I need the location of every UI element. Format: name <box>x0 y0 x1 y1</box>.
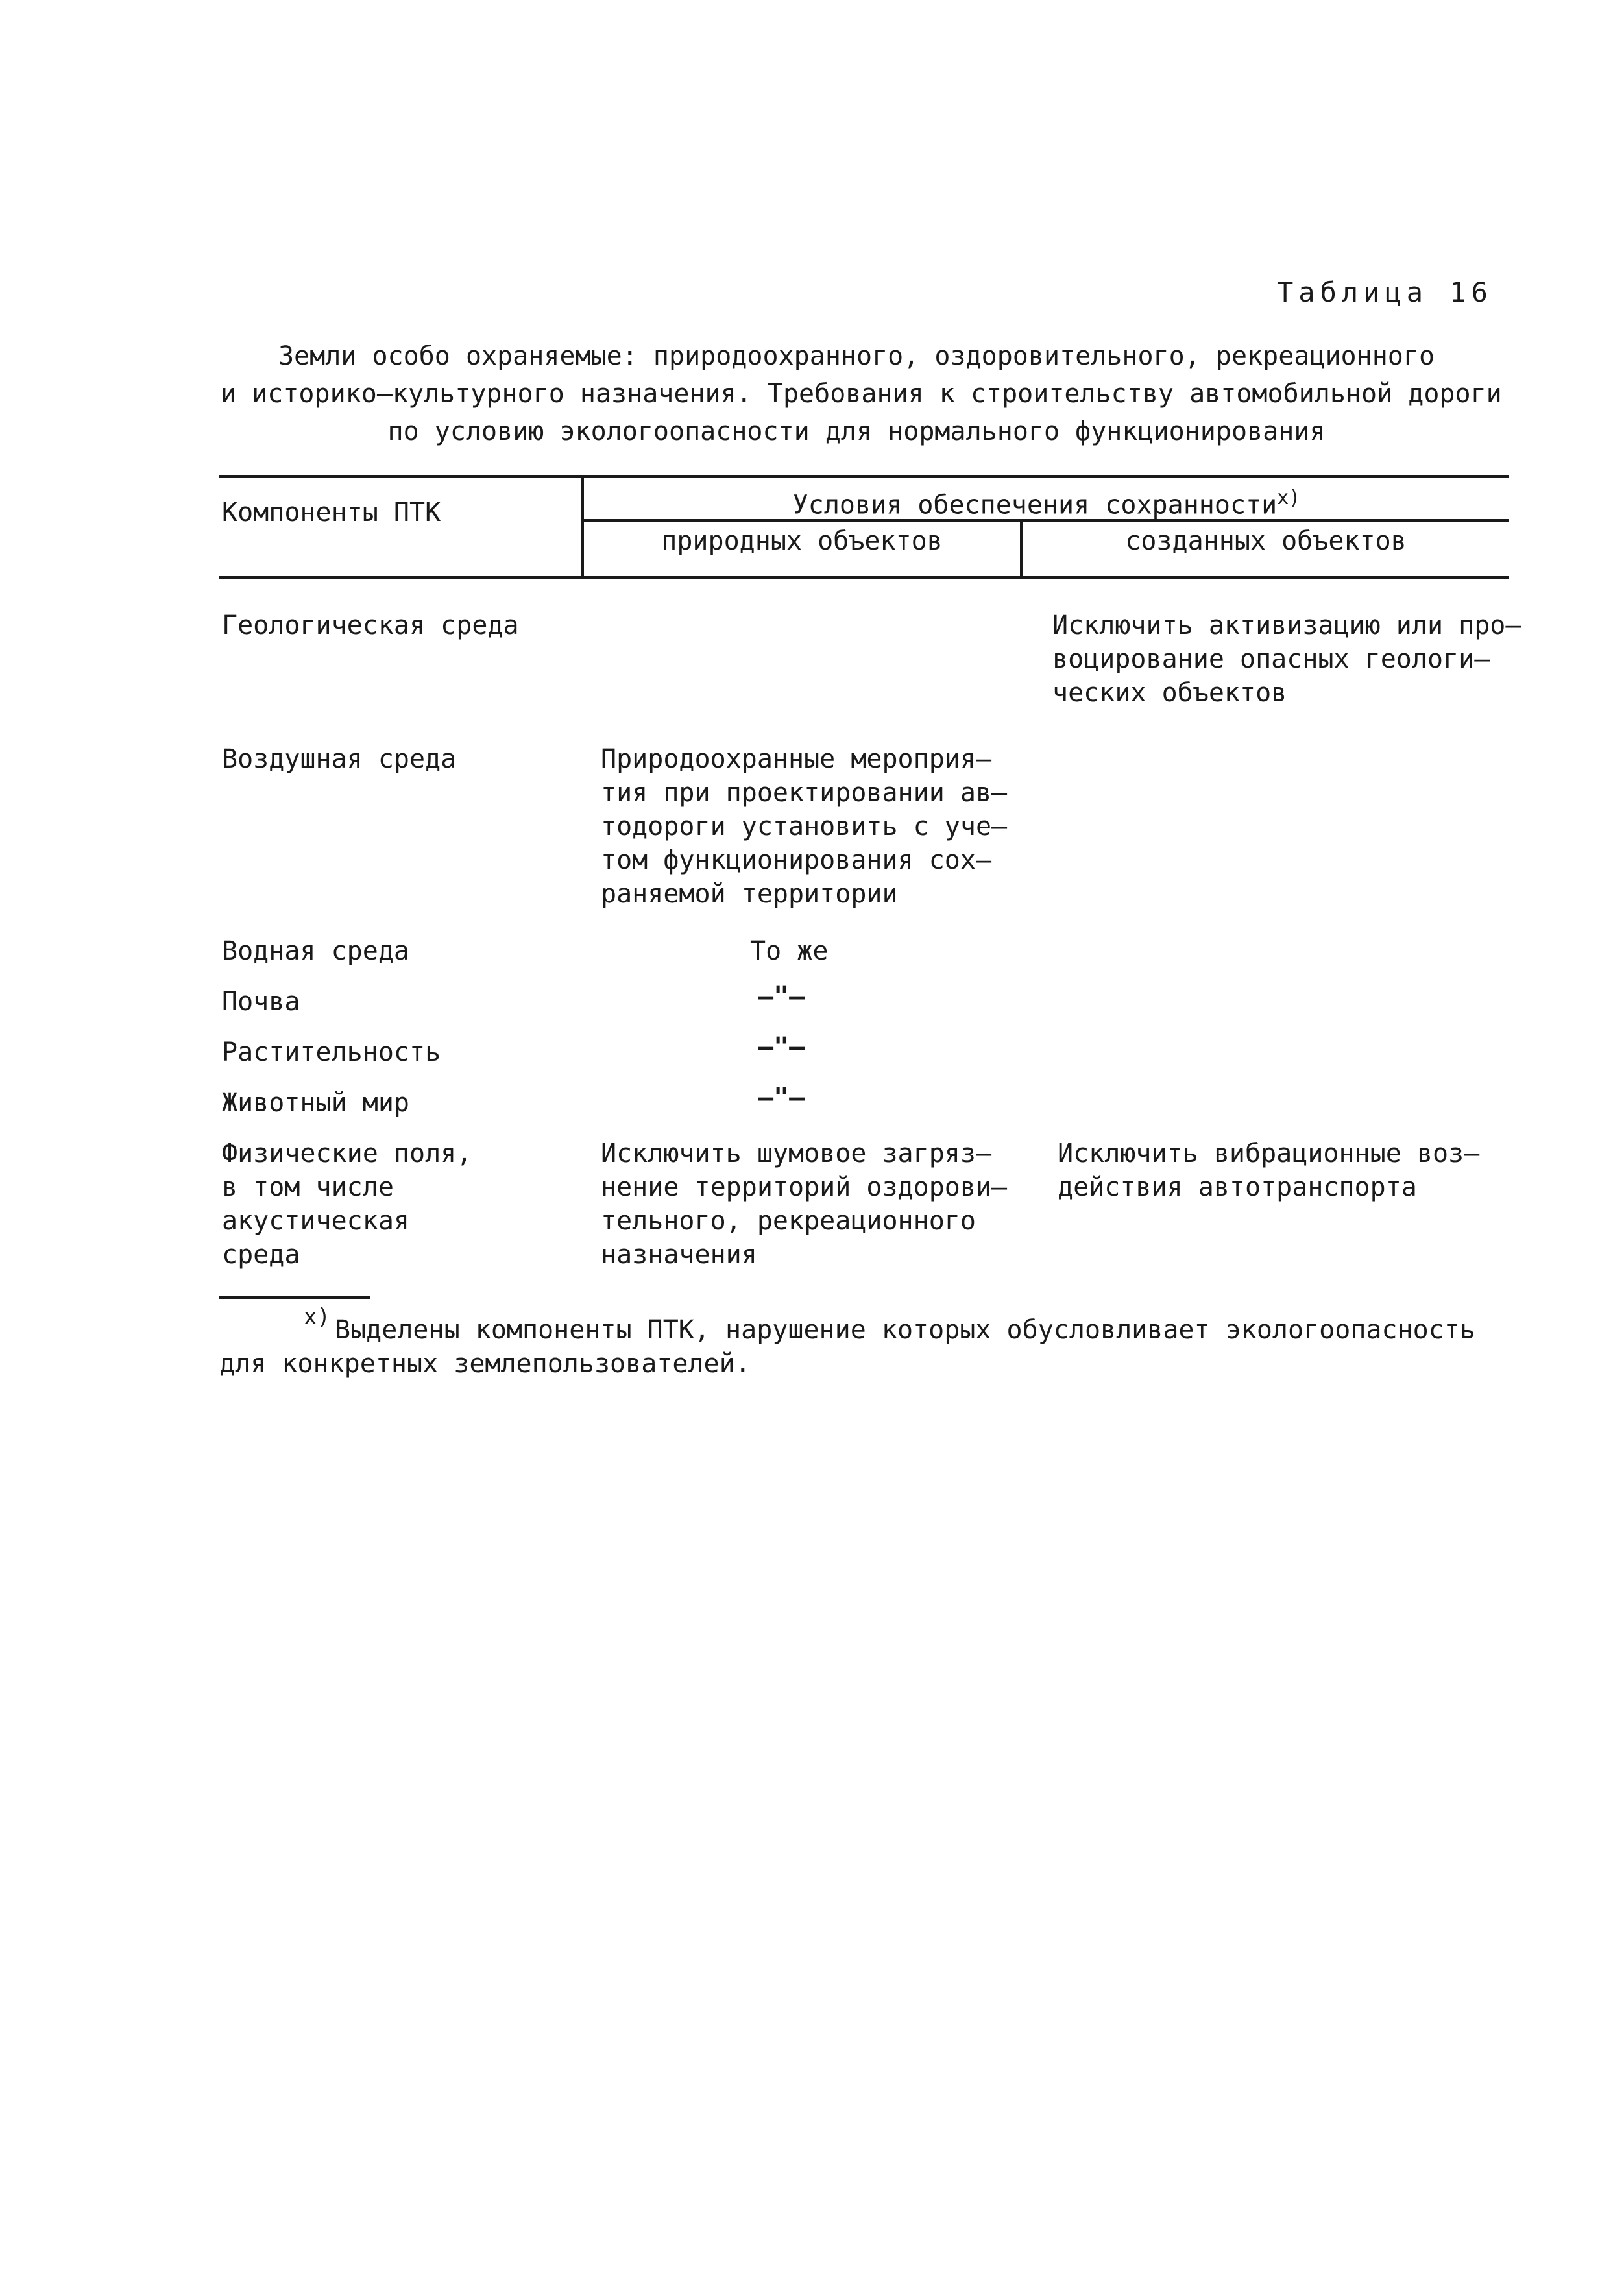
row-physical-created <box>1058 1137 1479 1204</box>
header-conditions-mark: x) <box>1277 487 1301 509</box>
row-fauna-natural: –"– <box>758 1083 805 1113</box>
row-geological-created-line-3: ческих объектов <box>1052 678 1287 708</box>
row-physical-natural-line-3: тельного, рекреационного <box>601 1206 976 1236</box>
header-bottom-rule <box>219 576 1509 579</box>
footnote-rule <box>219 1296 370 1299</box>
caption-line-1: Земли особо охраняемые: природоохранного, оздоровительного, рекреационного <box>278 341 1435 371</box>
row-physical-component-line-1: Физические поля, <box>222 1139 472 1168</box>
row-air-natural-line-1: Природоохранные мероприя– <box>601 744 992 774</box>
header-components: Компоненты ПТК <box>222 498 441 527</box>
caption-line-2: и историко–культурного назначения. Требования к строительству автомобильной дороги <box>221 379 1502 409</box>
header-created: созданных объектов <box>1125 526 1407 556</box>
row-physical-component-line-2: в том числе <box>222 1172 394 1202</box>
row-physical-natural <box>601 1137 1007 1272</box>
table-caption <box>221 337 1502 450</box>
footnote-mark: x) <box>304 1304 330 1330</box>
header-natural: природных объектов <box>661 526 943 556</box>
row-air-natural-line-4: том функционирования сох– <box>601 845 992 875</box>
row-physical-created-line-1: Исключить вибрационные воз– <box>1058 1139 1480 1168</box>
row-geological-component: Геологическая среда <box>222 611 519 640</box>
row-vegetation-component: Растительность <box>222 1037 441 1067</box>
row-air-natural <box>601 742 1007 911</box>
row-geological-created-line-1: Исключить активизацию или про– <box>1052 611 1521 640</box>
row-air-natural-line-2: тия при проектировании ав– <box>601 778 1008 808</box>
row-physical-component <box>222 1137 472 1272</box>
row-vegetation-natural: –"– <box>758 1032 805 1062</box>
caption-line-3: по условию экологоопасности для нормального функционирования <box>387 417 1326 446</box>
row-air-component: Воздушная среда <box>222 744 457 774</box>
row-water-natural: То же <box>750 936 829 966</box>
header-conditions-label: Условия обеспечения сохранности <box>792 490 1278 520</box>
row-soil-natural: –"– <box>758 982 805 1011</box>
row-geological-created-line-2: воцирование опасных геологи– <box>1052 644 1490 674</box>
table-number: Таблица 16 <box>1277 276 1493 308</box>
row-air-natural-line-3: тодороги установить с уче– <box>601 812 1008 841</box>
row-physical-created-line-2: действия автотранспорта <box>1058 1172 1417 1202</box>
row-soil-component: Почва <box>222 987 300 1017</box>
row-physical-component-line-3: акустическая <box>222 1206 409 1236</box>
row-physical-component-line-4: среда <box>222 1240 300 1270</box>
footnote-text-line-1: Выделены компоненты ПТК, нарушение которых обусловливает экологоопасность <box>335 1315 1475 1345</box>
row-physical-natural-line-1: Исключить шумовое загряз– <box>601 1139 992 1168</box>
row-physical-natural-line-4: назначения <box>601 1240 757 1270</box>
row-fauna-component: Животный мир <box>222 1088 409 1118</box>
table-top-rule <box>219 475 1509 478</box>
header-conditions <box>584 481 1509 522</box>
row-physical-natural-line-2: нение территорий оздорови– <box>601 1172 1008 1202</box>
row-water-component: Водная среда <box>222 936 409 966</box>
footnote-text-line-2: для конкретных землепользователей. <box>219 1349 751 1379</box>
row-geological-created <box>1052 609 1521 710</box>
row-air-natural-line-5: раняемой территории <box>601 879 898 909</box>
